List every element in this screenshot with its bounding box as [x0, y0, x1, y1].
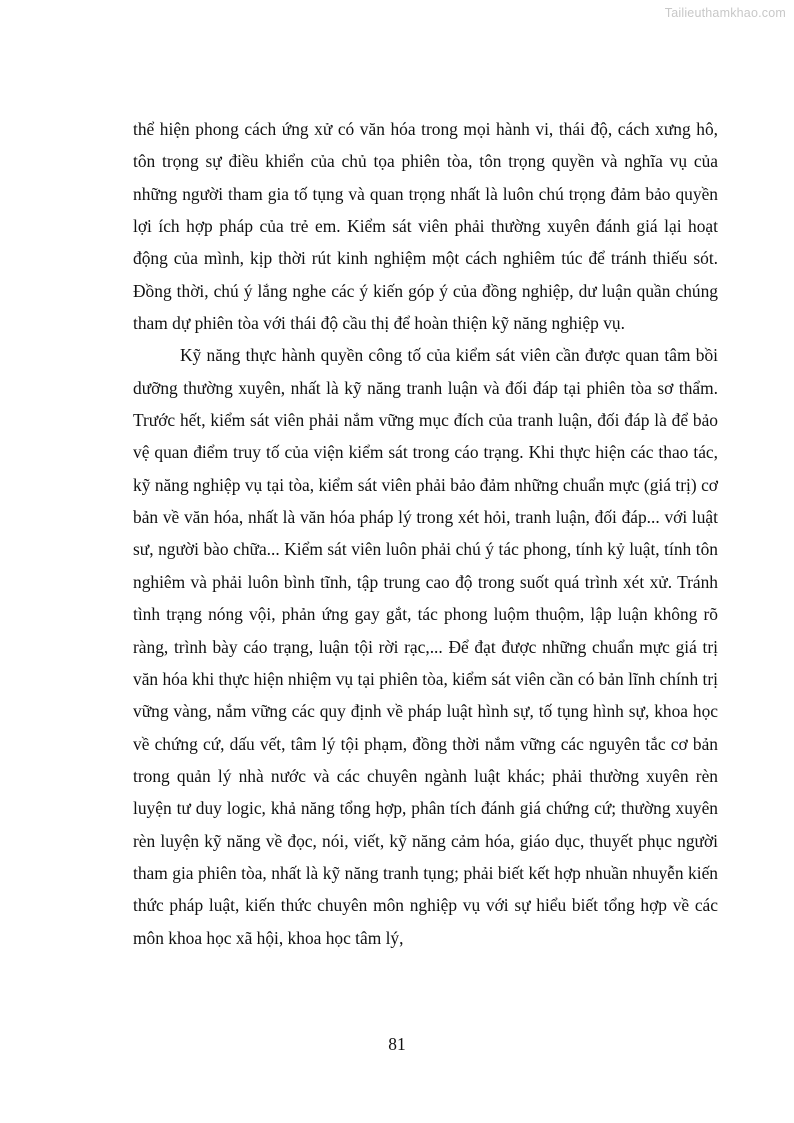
paragraph-prosecution-skills: Kỹ năng thực hành quyền công tố của kiểm sát viên cần được quan tâm bồi dưỡng thường xuyên, nhất là kỹ năng tranh luận và đối đáp tại phiên tòa sơ thẩm. Trước hết, kiểm sát viên phải nắm vững mục đích của tranh luận, đối đáp là để bảo vệ quan điểm truy tố của viện kiểm sát trong cáo trạng. Khi thực hiện các thao tác, kỹ năng nghiệp vụ tại tòa, kiểm sát viên phải bảo đảm những chuẩn mực (giá trị) cơ bản về văn hóa, nhất là văn hóa pháp lý trong xét hỏi, tranh luận, đối đáp... với luật sư, người bào chữa... Kiểm sát viên luôn phải chú ý tác phong, tính kỷ luật, tính tôn nghiêm và phải luôn bình tĩnh, tập trung cao độ trong suốt quá trình xét xử. Tránh tình trạng nóng vội, phản ứng gay gắt, tác phong luộm thuộm, lập luận không rõ ràng, trình bày cáo trạng, luận tội rời rạc,... Để đạt được những chuẩn mực giá trị văn hóa khi thực hiện nhiệm vụ tại phiên tòa, kiểm sát viên cần có bản lĩnh chính trị vững vàng, nắm vững các quy định về pháp luật hình sự, tố tụng hình sự, khoa học về chứng cứ, dấu vết, tâm lý tội phạm, đồng thời nắm vững các nguyên tắc cơ bản trong quản lý nhà nước và các chuyên ngành luật khác; phải thường xuyên rèn luyện tư duy logic, khả năng tổng hợp, phân tích đánh giá chứng cứ; thường xuyên rèn luyện kỹ năng về đọc, nói, viết, kỹ năng cảm hóa, giáo dục, thuyết phục người tham gia phiên tòa, nhất là kỹ năng tranh tụng; phải biết kết hợp nhuần nhuyễn kiến thức pháp luật, kiến thức chuyên môn nghiệp vụ với sự hiểu biết tổng hợp về các môn khoa học xã hội, khoa học tâm lý, — [133, 345, 718, 948]
document-body — [133, 113, 718, 954]
site-watermark: Tailieuthamkhao.com — [664, 6, 786, 20]
page-number: 81 — [388, 1034, 406, 1054]
paragraph-continuation: thể hiện phong cách ứng xử có văn hóa trong mọi hành vi, thái độ, cách xưng hô, tôn trọng sự điều khiển của chủ tọa phiên tòa, tôn trọng quyền và nghĩa vụ của những người tham gia tố tụng và quan trọng nhất là luôn chú trọng đảm bảo quyền lợi ích hợp pháp của trẻ em. Kiểm sát viên phải thường xuyên đánh giá lại hoạt động của mình, kịp thời rút kinh nghiệm một cách nghiêm túc để tránh thiếu sót. Đồng thời, chú ý lắng nghe các ý kiến góp ý của đồng nghiệp, dư luận quần chúng tham dự phiên tòa với thái độ cầu thị để hoàn thiện kỹ năng nghiệp vụ. — [133, 119, 718, 334]
